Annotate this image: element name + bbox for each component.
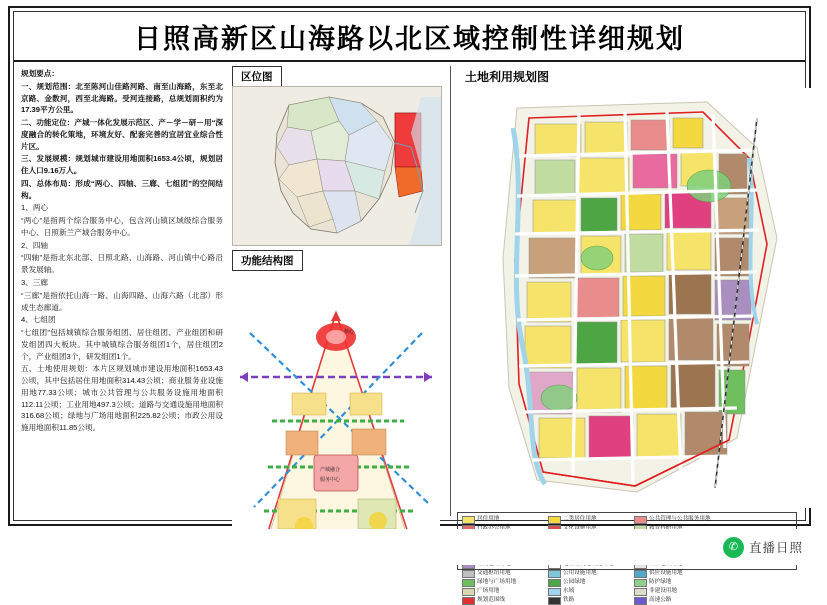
legend-item: [462, 516, 544, 524]
poster-title-bar: [14, 12, 805, 62]
legend-item: [462, 579, 544, 587]
structure-label-core2: 产城融合: [320, 467, 341, 473]
legend-item: [634, 570, 716, 578]
legend-label: 公园绿地: [563, 579, 586, 586]
legend-swatch: [548, 516, 561, 524]
notes-heading: 规划要点：: [21, 69, 59, 78]
legend-swatch: [462, 516, 475, 524]
landuse-map[interactable]: [457, 88, 797, 508]
legend-label: 居住用地: [477, 516, 500, 523]
legend-label: 供应设施用地: [649, 570, 683, 577]
legend-item: [548, 579, 630, 587]
location-map[interactable]: [232, 86, 442, 246]
legend-swatch: [462, 570, 475, 578]
legend-swatch: [462, 588, 475, 596]
legend-label: 二类居住用地: [563, 516, 597, 523]
legend-swatch: [548, 570, 561, 578]
notes-para-5: “两心”是指两个综合服务中心，包含河山镇区域级综合服务中心、日照新兰产城合服务中心。: [21, 216, 223, 237]
legend-swatch: [548, 588, 561, 596]
legend-item: [634, 597, 716, 605]
legend-label: 广场用地: [477, 588, 500, 595]
legend-item: [634, 588, 716, 596]
chat-icon: ✆: [723, 537, 744, 558]
legend-item: [462, 588, 544, 596]
legend-label: 防护绿地: [649, 579, 672, 586]
footer-bar: [0, 529, 819, 565]
legend-swatch: [634, 597, 647, 605]
notes-para-4: 1、两心: [21, 203, 49, 213]
legend-item: [462, 597, 544, 605]
legend-item: [548, 588, 630, 596]
legend-label: 铁路: [563, 597, 575, 604]
legend-item: [548, 516, 630, 524]
planning-notes-column: [18, 66, 226, 516]
legend-swatch: [462, 597, 475, 605]
legend-swatch: [462, 579, 475, 587]
page-title: 日照高新区山海路以北区域控制性详细规划: [134, 23, 685, 55]
legend-item: [548, 570, 630, 578]
legend-label: 规划范围线: [477, 597, 505, 604]
notes-para-9: “三廊”是指依托山海一路、山海四路、山海六路（北部）形成生态廊道。: [21, 290, 223, 312]
function-structure-map[interactable]: [232, 271, 440, 571]
legend-swatch: [634, 588, 647, 596]
notes-para-6: 2、四轴: [21, 240, 49, 250]
legend-label: 公用设施用地: [563, 570, 597, 577]
legend-label: 非建设用地: [649, 588, 677, 595]
wechat-account-name: 直播日照: [748, 541, 803, 555]
core-center-secondary: [314, 455, 358, 491]
legend-item: [634, 579, 716, 587]
landuse-map-svg: [457, 88, 827, 508]
notes-para-1: 二、功能定位：产城一体化发展示范区、产－学－研－用“深度融合的转化策地，环境友好、配套完善的宜居宜业综合性片区。: [21, 118, 223, 151]
middle-column: [228, 66, 446, 516]
notes-para-7: “四轴”是指北东北部、日照北路、山海路、河山镇中心路沿景发展轴。: [21, 253, 223, 275]
location-map-title: 区位图: [232, 66, 282, 87]
legend-label: 交通枢纽用地: [477, 570, 511, 577]
legend-label: 公共管理与公共服务用地: [649, 516, 711, 523]
structure-map-title: 功能结构图: [232, 250, 303, 271]
notes-para-0: 一、规划范围：北至陈河山佳路河路、南至山海路，东至北京路、金数河，西至北海路。受河连接路，总规划面积约为17.39平方公里。: [21, 81, 223, 115]
legend-item: [548, 597, 630, 605]
legend-swatch: [634, 516, 647, 524]
legend-label: 高速公路: [649, 597, 672, 604]
location-map-svg: [233, 87, 441, 245]
legend-item: [462, 570, 544, 578]
notes-para-11: “七组团”包括城镇综合服务组团、居住组团、产业组团和研发组团四大板块。其中城镇综合服务组团1个，居住组团2个，产业组团3个，研发组团1个。: [21, 328, 223, 361]
legend-item: [634, 516, 716, 524]
landuse-map-title: 土地利用规划图: [465, 70, 550, 84]
notes-para-2: 三、发展规模：规划城市建设用地面积1653.4公顷，规划居住人口9.16万人。: [21, 154, 223, 176]
legend-swatch: [548, 579, 561, 587]
legend-label: 水域: [563, 588, 575, 595]
wechat-account-chip[interactable]: [723, 537, 803, 558]
legend-swatch: [634, 570, 647, 578]
legend-label: 绿地与广场用地: [477, 579, 517, 586]
legend-swatch: [548, 597, 561, 605]
notes-para-8: 3、三廊: [21, 278, 49, 288]
notes-para-10: 4、七组团: [21, 315, 56, 325]
function-structure-svg: [232, 271, 440, 571]
notes-para-3: 四、总体布局：形成“两心、四轴、三廊、七组团”的空间结构。: [21, 178, 223, 200]
structure-label-core3: 服务中心: [320, 477, 341, 483]
legend-swatch: [634, 579, 647, 587]
structure-label-core1: 核心: [344, 329, 355, 335]
notes-para-12: 五、土地使用规划：本片区规划城市建设用地面积1653.43公顷，其中包括居住用地面积314.43公顷；商业服务业设施用地77.33公顷；城市公共管理与公共服务设施用地面积112.11公顷；工业用地497.3公顷；道路与交通设施用地面积316.68公顷；绿地与广场用地面积225.82公顷；市政公用设施用地面积11.85公顷。: [21, 364, 223, 433]
